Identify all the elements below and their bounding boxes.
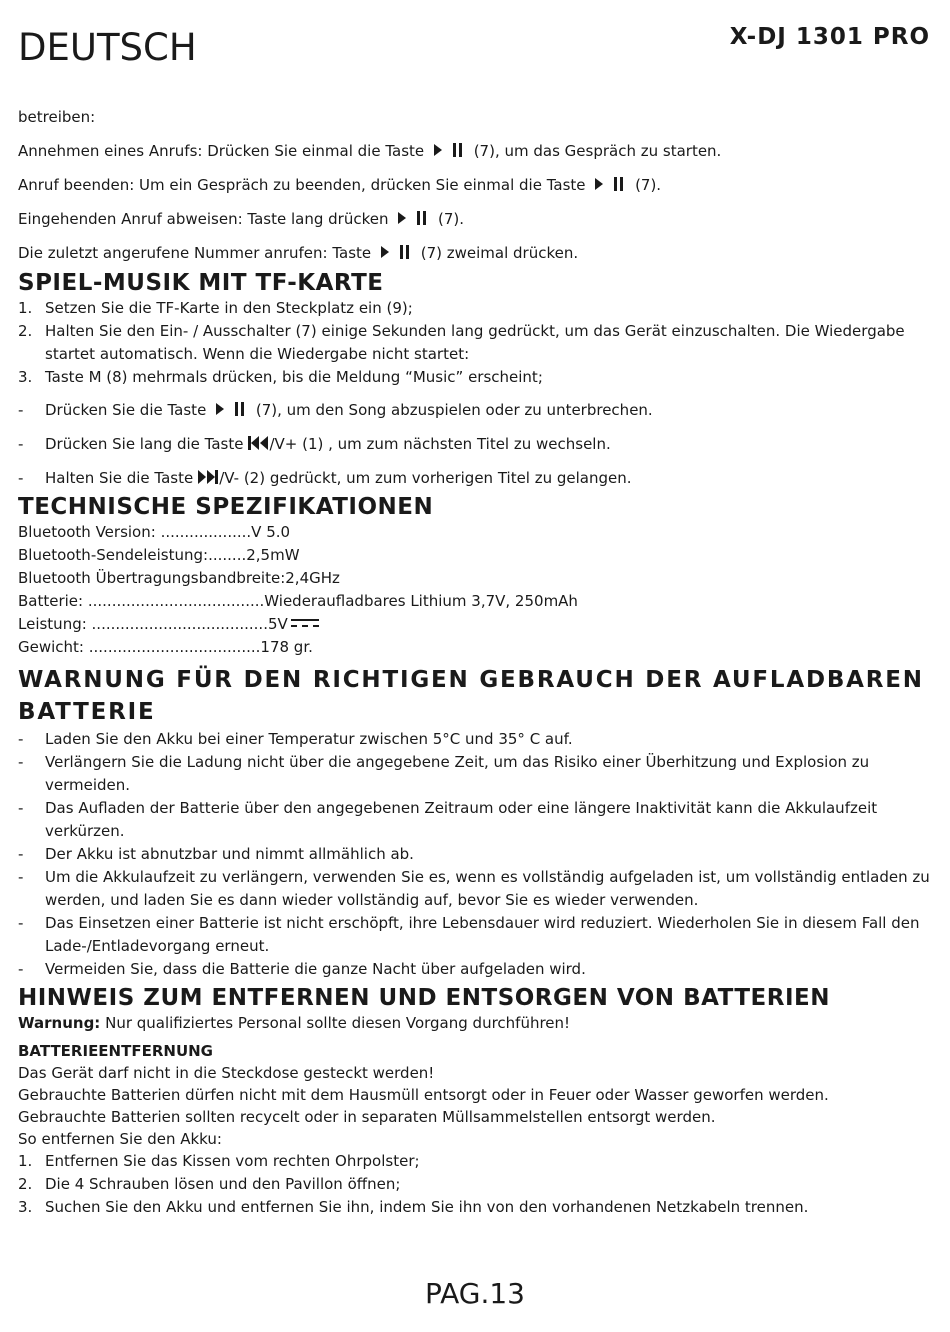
step-number: 1. [18, 299, 33, 317]
skip-next-icon [197, 469, 219, 485]
warning-item [18, 728, 934, 751]
play-pause-icon [397, 210, 429, 226]
dash: - [18, 914, 24, 932]
warning-text: Das Einsetzen einer Batterie ist nicht erschöpft, ihre Lebensdauer wird reduziert. Wiederholen Sie in diesem Fall den Lade-/Entladevorgang erneut. [45, 914, 920, 955]
spec-row: Batterie: .....................................Wiederaufladbares Lithium 3,7V, 250mAh [18, 592, 578, 610]
warning-text: Um die Akkulaufzeit zu verlängern, verwenden Sie es, wenn es vollständig aufgeladen ist, um vollständig entladen zu werden, und laden Sie es dann wieder vollständig auf, bevor Sie es wieder verwenden. [45, 868, 930, 909]
tf-step [18, 320, 934, 366]
disposal-warning [18, 1012, 934, 1034]
answer-call-line [18, 140, 934, 162]
removal-step [18, 1173, 934, 1196]
page-content [18, 106, 934, 1219]
dash: - [18, 435, 24, 453]
play-pause-icon [594, 176, 626, 192]
warning-item [18, 912, 934, 958]
step-text: Entfernen Sie das Kissen vom rechten Ohrpolster; [45, 1152, 420, 1170]
dash: - [18, 799, 24, 817]
end-call-line [18, 174, 934, 196]
prev-track-item [18, 467, 934, 490]
tf-section-title: SPIEL-MUSIK MIT TF-KARTE [18, 270, 384, 296]
disposal-title: HINWEIS ZUM ENTFERNEN UND ENTSORGEN VON BATTERIEN [18, 985, 830, 1011]
play-pause-item [18, 399, 934, 422]
spec-row: Bluetooth Übertragungsbandbreite:2,4GHz [18, 569, 340, 587]
dash: - [18, 469, 24, 487]
step-text: Suchen Sie den Akku und entfernen Sie ihn, indem Sie ihn von den vorhandenen Netzkabeln trennen. [45, 1198, 809, 1216]
play-pause-icon [215, 401, 247, 417]
disposal-line: Das Gerät darf nicht in die Steckdose gesteckt werden! [18, 1064, 435, 1082]
specs-title: TECHNISCHE SPEZIFIKATIONEN [18, 494, 434, 520]
warning-item [18, 958, 934, 981]
warning-text: Laden Sie den Akku bei einer Temperatur zwischen 5°C und 35° C auf. [45, 730, 573, 748]
spec-row: Bluetooth-Sendeleistung:........2,5mW [18, 546, 300, 564]
end-call-text: Anruf beenden: Um ein Gespräch zu beenden, drücken Sie einmal die Taste [18, 176, 586, 194]
step-text: Setzen Sie die TF-Karte in den Steckplatz ein (9); [45, 299, 413, 317]
warning-text: Der Akku ist abnutzbar und nimmt allmählich ab. [45, 845, 414, 863]
prev-text: Halten Sie die Taste [45, 469, 194, 487]
step-number: 2. [18, 1175, 33, 1193]
play-text: Drücken Sie die Taste [45, 401, 207, 419]
battery-warning-title: WARNUNG FÜR DEN RICHTIGEN GEBRAUCH DER AUFLADBAREN BATTERIE [18, 667, 924, 725]
redial-suffix: (7) zweimal drücken. [420, 244, 579, 262]
reject-call-line [18, 208, 934, 230]
spec-row: Bluetooth Version: ...................V 5.0 [18, 523, 291, 541]
prev-suffix: /V- (2) gedrückt, um zum vorherigen Titel zu gelangen. [219, 469, 632, 487]
dash: - [18, 960, 24, 978]
removal-step [18, 1196, 934, 1219]
spec-row: Gewicht: ....................................178 gr. [18, 638, 313, 656]
redial-text: Die zuletzt angerufene Nummer anrufen: Taste [18, 244, 372, 262]
reject-call-text: Eingehenden Anruf abweisen: Taste lang drücken [18, 210, 389, 228]
warning-text: Das Aufladen der Batterie über den angegebenen Zeitraum oder eine längere Inaktivität kann die Akkulaufzeit verkürzen. [45, 799, 878, 840]
play-pause-icon [380, 244, 412, 260]
redial-line [18, 242, 934, 264]
dash: - [18, 401, 24, 419]
page-number: PAG.13 [425, 1277, 525, 1310]
dc-current-icon [291, 618, 319, 628]
step-text: Taste M (8) mehrmals drücken, bis die Meldung “Music” erscheint; [45, 368, 543, 386]
step-number: 2. [18, 322, 33, 340]
dash: - [18, 868, 24, 886]
language-title: DEUTSCH [18, 26, 197, 69]
step-text: Halten Sie den Ein- / Ausschalter (7) einige Sekunden lang gedrückt, um das Gerät einzuschalten. Die Wiedergabe startet automatisch. Wenn die Wiedergabe nicht startet: [45, 322, 905, 363]
warning-text: Verlängern Sie die Ladung nicht über die angegebene Zeit, um das Risiko einer Überhitzung und Explosion zu vermeiden. [45, 753, 870, 794]
disposal-line: Gebrauchte Batterien dürfen nicht mit dem Hausmüll entsorgt oder in Feuer oder Wasser geworfen werden. [18, 1086, 829, 1104]
spec-power-text: Leistung: .....................................5V [18, 615, 288, 633]
tf-step [18, 297, 934, 320]
next-track-item [18, 433, 934, 456]
disposal-line: Gebrauchte Batterien sollten recycelt oder in separaten Müllsammelstellen entsorgt werden. [18, 1108, 716, 1126]
next-suffix: /V+ (1) , um zum nächsten Titel zu wechseln. [269, 435, 611, 453]
warning-item [18, 843, 934, 866]
model-name: X-DJ 1301 PRO [729, 24, 930, 50]
answer-call-suffix: (7), um das Gespräch zu starten. [473, 142, 722, 160]
play-suffix: (7), um den Song abzuspielen oder zu unterbrechen. [255, 401, 653, 419]
answer-call-text: Annehmen eines Anrufs: Drücken Sie einmal die Taste [18, 142, 425, 160]
tf-step [18, 366, 934, 389]
warning-label: Warnung: [18, 1014, 101, 1032]
dash: - [18, 845, 24, 863]
warning-item [18, 751, 934, 797]
step-number: 3. [18, 368, 33, 386]
disposal-line: So entfernen Sie den Akku: [18, 1130, 222, 1148]
reject-call-suffix: (7). [438, 210, 465, 228]
removal-step [18, 1150, 934, 1173]
play-pause-icon [433, 142, 465, 158]
intro-line: betreiben: [18, 108, 96, 126]
dash: - [18, 753, 24, 771]
warning-text: Vermeiden Sie, dass die Batterie die ganze Nacht über aufgeladen wird. [45, 960, 586, 978]
step-number: 1. [18, 1152, 33, 1170]
warning-item [18, 866, 934, 912]
skip-previous-icon [247, 435, 269, 451]
step-text: Die 4 Schrauben lösen und den Pavillon öffnen; [45, 1175, 401, 1193]
warning-body: Nur qualifiziertes Personal sollte diesen Vorgang durchführen! [105, 1014, 571, 1032]
end-call-suffix: (7). [635, 176, 662, 194]
dash: - [18, 730, 24, 748]
step-number: 3. [18, 1198, 33, 1216]
spec-row-power [18, 613, 934, 636]
next-text: Drücken Sie lang die Taste [45, 435, 244, 453]
battery-removal-subtitle: BATTERIEENTFERNUNG [18, 1042, 213, 1060]
warning-item [18, 797, 934, 843]
